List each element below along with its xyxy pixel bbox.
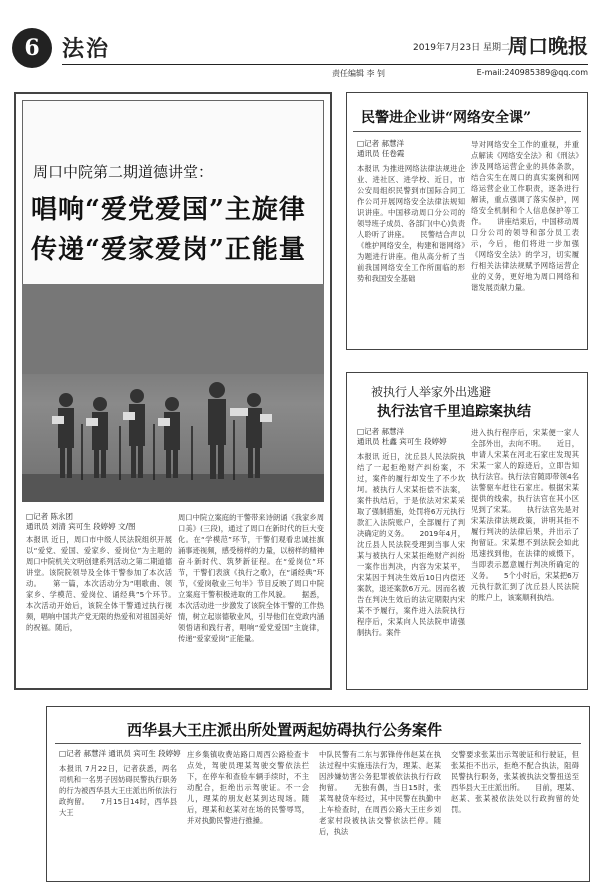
article-xihua-police <box>46 706 590 882</box>
article-body-col1: 本报讯 7月22日，记者获悉，两名司机和一名男子因妨碍民警执行职务的行为被西华县大王庄派出所依法行政拘留。 7月15日14时，西华县大王 <box>59 764 177 817</box>
article-body-col1: 本报讯 近日，周口市中级人民法院组织开展以“爱党、爱国、爱家乡、爱岗位”为主题的周口中院机关文明创建系列活动之第二期道德讲堂。该院院领导及全体干警参加了本次活动。 第一篇，本次活动分为“唱歌曲、领家乡、学模范、爱岗位、诵经典”5个环节。 本次活动开始后，该院全体干警通过执行视频，唱响中国共产党无限的热爱和对祖国美好的祝福。随后， <box>26 535 172 632</box>
article-byline: □记者 陈永团 通讯员 刘清 宾可生 段婷婷 文/图 <box>26 512 136 531</box>
article-headline: 西华县大王庄派出所处置两起妨碍执行公务案件 <box>127 721 443 739</box>
article-body-col2: 进入执行程序后，宋某便一家人全部外出，去向不明。 近日，申请人宋某在河北石家庄发现其宋某一家人的踪迹后，立即告知执行法官。执行法官随即带领4名法警驱车赶往石家庄。根据宋某提供的线索，执行法官在其小区见到了宋某。 执行法官先是对宋某法律法规政策，讲明其拒不履行判决的法律后果，并出示了拘留证。宋某想不到法院会如此迅速找到他，在法律的威慑下，当即表示愿意履行判决所确定的义务。 5个小时后，宋某把6万元执行款汇到了沈丘县人民法院的账户上，该案顺利执结。 <box>471 428 579 602</box>
article-body-col2: 导对网络安全工作的重视，并重点解读《网络安全法》和《刑法》涉及网络运营企业的具体条款，结合实生在周口的真实案例和网络运营企业工作职责，逐条进行解读，重点强调了落实保护，网络安全机制和个人信息保护等工作。 讲座结束后，中国移动周口分公司的领导和部分员工表示，今后，他们将进一步加强《网络安全法》的学习，切实履行相关法律法规赋予网络运营企业的义务，更好地为周口网络和谐发展贡献力量。 <box>471 140 579 292</box>
editor-email: E-mail:240985389@qq.com <box>476 68 588 77</box>
section-title: 法治 <box>62 36 111 62</box>
article-body-col2: 周口中院立案庭的干警带来诗朗诵《我家乡周口美》(三段)，通过了周口在新时代的巨大变化。在“学模范”环节，干警们观看忠诚挂旗涌事迹视频，感受榜样的力量，以榜样的精神奋斗新时代、筑梦新征程。在“爱岗位”环节，干警们表演《执行之歌》，在“诵经典”环节，《爱岗敬业三句半》节目反映了周口中院立案庭干警积极进取的工作风貌。 据悉，本次活动进一步激发了该院全体干警的工作热情，树立起崇德敬业风，引导他们在党政内涵领悟诸和践行者，唱响“爱党爱国”主旋律，传递“爱家爱岗”正能量。 <box>178 513 324 643</box>
article-headline: 民警进企业讲“网络安全课” <box>361 110 532 126</box>
article-byline: □记者 郝慧洋 通讯员 宾可生 段婷婷 <box>59 749 181 758</box>
article-headline: 执行法官千里追踪案执结 <box>377 404 531 420</box>
headline-rule <box>353 131 581 132</box>
article-judge-pursuit <box>346 372 588 690</box>
issue-date: 2019年7月23日 星期二 <box>413 43 510 53</box>
article-headline-line2: 传递“爱家爱岗”正能量 <box>31 235 306 265</box>
newspaper-logo: 周口晚报 <box>508 34 588 58</box>
article-kicker: 被执行人举家外出逃避 <box>371 385 492 399</box>
article-moral-lecture <box>14 92 332 690</box>
article-body-col4: 交警要求张某出示驾驶证和行驶证，但张某拒不出示，拒绝不配合执法，阻碍民警执行职务，张某被执法交警扭送至西华县大王庄派出所。 目前，理某、赵某、张某被依法处以行政拘留的处罚。 <box>451 750 579 814</box>
page-number: 6 <box>12 28 52 68</box>
article-body-col3: 中队民警有二东与郭锋侍伟赵某在执法过程中实施违法行为，理某、赵某因涉嫌妨害公务犯罪被依法执行行政拘留。 无独有偶，当日15时，张某驾驶货车经过，其中民警在执勤中上车检查时，在周西公路大王庄乡刘老家村段被执法交警依法拦停。随后，执法 <box>319 750 441 836</box>
article-body-col1: 本报讯 为推进网络法律法规进企业、进社区、进学校、近日，市公安局组织民警到市国际合同工作公司开展网络安全法律法规知识讲座。中国移动周口分公司的领导班子成员、各部门(中心)负责人聆听了讲座。 民警结合声以《维护网络安全，构建和谐网络》为题进行讲座。他从高分析了当前我国网络安全工作所面临的形势和我国安全基础 <box>357 164 465 283</box>
article-headline-line1: 唱响“爱党爱国”主旋律 <box>31 195 306 225</box>
performers-photo-icon <box>22 284 324 502</box>
article-photo <box>22 284 324 502</box>
article-body-col2: 庄乡集镇收费站路口周西公路检查卡点处，驾驶员理某驾驶交警依法拦下，在停车和查验车辆手续时，不主动配合，拒绝出示驾驶证。不一会儿，理某的朋友赵某到达现场。随后，理某和赵某对在场的民警辱骂，并对执勤民警进行推搡。 <box>187 750 309 825</box>
article-body-col1: 本报讯 近日，沈丘县人民法院执结了一起拒绝财产纠纷案，不过，案件的履行却发生了不少坎坷。被执行人宋某拒偿不法案，案件执结后，于是依法对宋某采取了强制措施，处罚将6万元执行款汇入法院账户，全部履行了判决确定的义务。 2019年4月，沈丘县人民法院受理到当事人宋某与被执行人宋某拒绝财产纠纷一案作出判决，内容为宋某平，宋某因于判决生效后10日内偿还案款，退还案款6万元。因而名被告在判决生效后的法定期限内宋某不予履行，案件进入法院执行程序后，宋某向人民法院申请强制执行。案件 <box>357 452 465 637</box>
article-kicker: 周口中院第二期道德讲堂： <box>33 163 214 181</box>
article-network-security <box>346 92 588 350</box>
page-header <box>12 22 588 78</box>
article-byline: □记者 郝慧洋 通讯员 杜鑫 宾可生 段婷婷 <box>357 427 447 446</box>
editor-credit: 责任编辑 李 钊 <box>332 69 386 78</box>
header-rule <box>62 64 588 65</box>
article-byline: □记者 郝慧洋 通讯员 任卷霞 <box>357 139 405 158</box>
headline-rule <box>55 743 581 744</box>
